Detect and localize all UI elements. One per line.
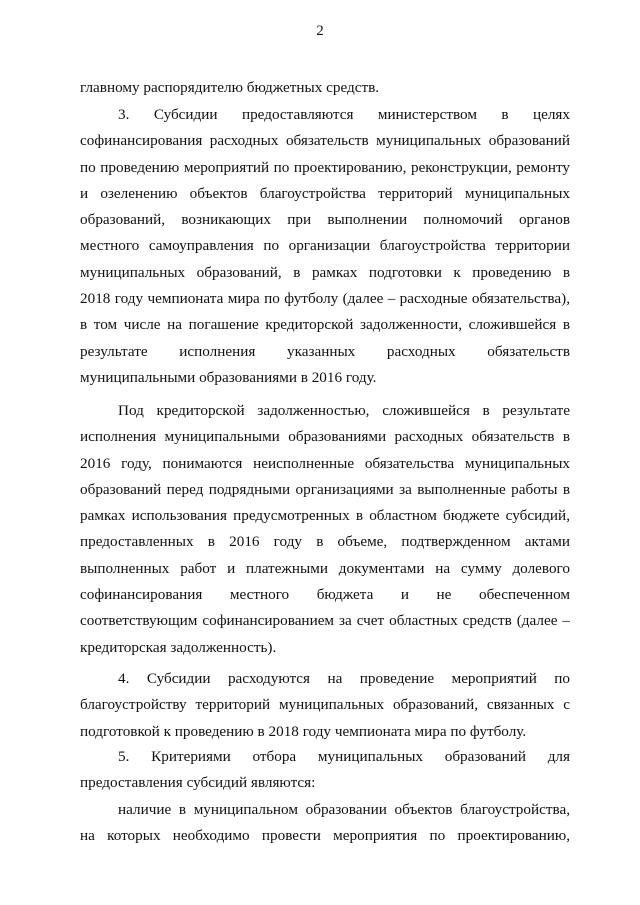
text-line: 2016 году, понимаются неисполненные обязательства муниципальных [80, 454, 570, 472]
paragraph-3 [80, 102, 570, 391]
text-line: муниципальными образованиями в 2016 году. [80, 368, 377, 386]
paragraph-criteria [80, 797, 570, 850]
text-line: 2018 году чемпионата мира по футболу (далее – расходные обязательства), [80, 290, 570, 308]
text-line: кредиторская задолженность). [80, 638, 277, 656]
paragraph-5 [80, 744, 570, 797]
paragraph-continuation [80, 75, 570, 101]
text-line: образований перед подрядными организациями за выполненные работы в [80, 480, 570, 498]
text-line: софинансирования местного бюджета и не обеспеченном [80, 586, 570, 604]
text-line: наличие в муниципальном образовании объектов благоустройства, [118, 801, 570, 818]
text-line: по проведению мероприятий по проектированию, реконструкции, ремонту [80, 158, 570, 176]
text-line: в том числе на погашение кредиторской задолженности, сложившейся в [80, 316, 570, 334]
paragraph-4 [80, 666, 570, 745]
text-line: рамках использования предусмотренных в областном бюджете субсидий, [80, 507, 570, 525]
text-line: софинансирования расходных обязательств муниципальных образований [80, 132, 570, 150]
text-line: главному распорядителю бюджетных средств. [80, 79, 380, 96]
text-line: благоустройству территорий муниципальных образований, связанных с [80, 696, 570, 714]
text-line: местного самоуправления по организации благоустройства территории [80, 237, 570, 255]
text-line: результате исполнения указанных расходных обязательств [80, 342, 570, 360]
paragraph-debt-definition [80, 398, 570, 661]
text-line: 5. Критериями отбора муниципальных образований для [118, 748, 570, 765]
text-line: предоставления субсидий являются: [80, 774, 316, 792]
text-line: на которых необходимо провести мероприятия по проектированию, [80, 827, 570, 845]
text-line: образований, возникающих при выполнении полномочий органов [80, 211, 570, 229]
text-line: муниципальных образований, в рамках подготовки к проведению в [80, 263, 570, 281]
text-line: исполнения муниципальными образованиями расходных обязательств в [80, 428, 570, 446]
text-line: подготовкой к проведению в 2018 году чемпионата мира по футболу. [80, 722, 527, 740]
text-line: Под кредиторской задолженностью, сложившейся в результате [118, 402, 570, 419]
text-line: предоставленных в 2016 году в объеме, подтвержденном актами [80, 533, 570, 551]
text-line: 3. Субсидии предоставляются министерством в целях [118, 106, 570, 123]
page-number: 2 [316, 23, 324, 39]
text-line: соответствующим софинансированием за счет областных средств (далее – [80, 612, 570, 630]
text-line: 4. Субсидии расходуются на проведение мероприятий по [118, 670, 570, 687]
text-line: и озеленению объектов благоустройства территорий муниципальных [80, 184, 570, 202]
text-line: выполненных работ и платежными документами на сумму долевого [80, 559, 570, 577]
